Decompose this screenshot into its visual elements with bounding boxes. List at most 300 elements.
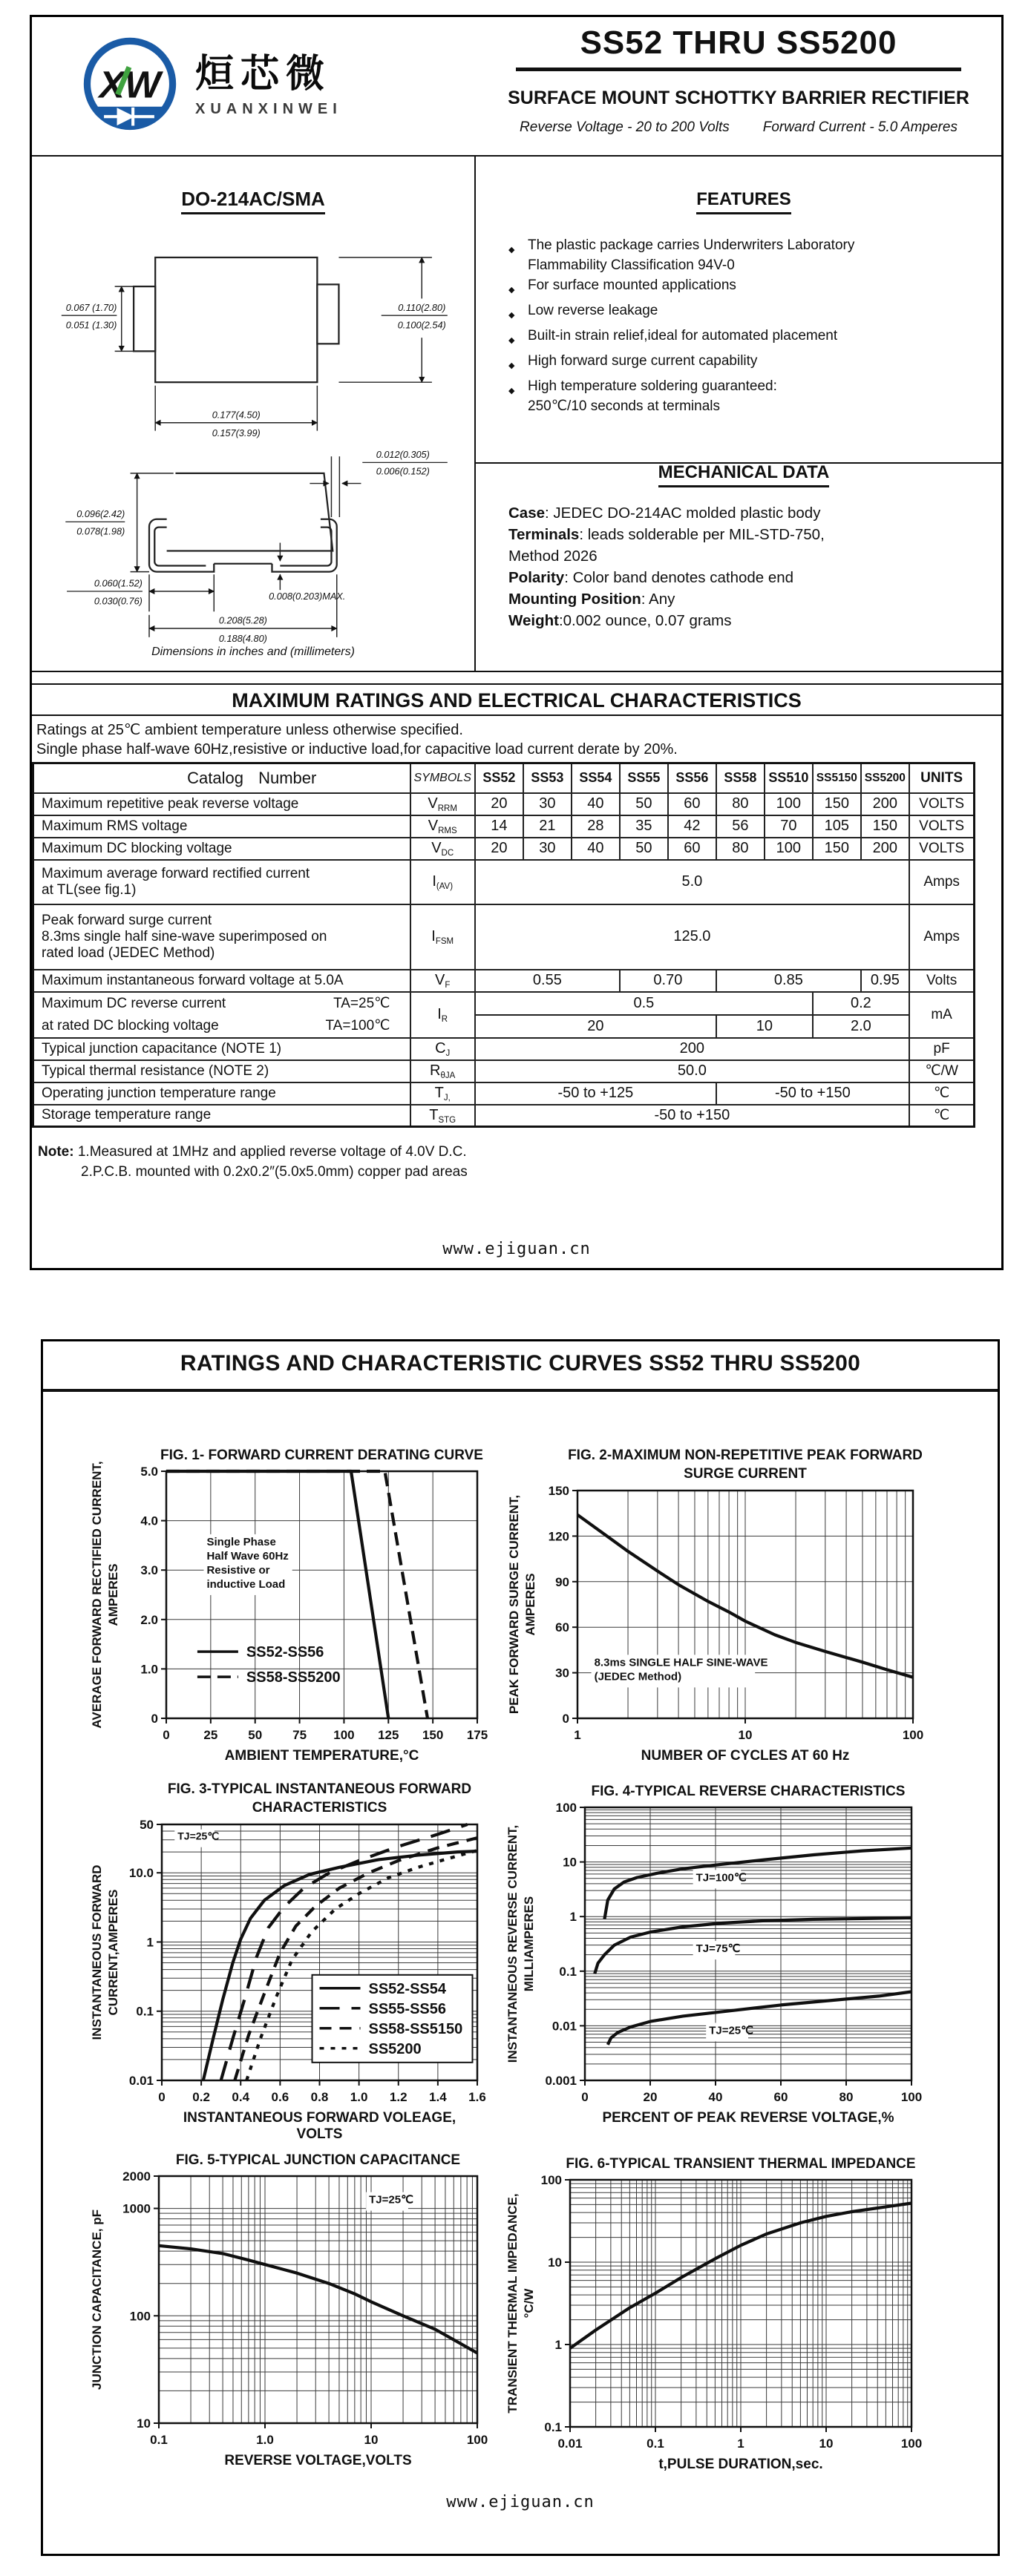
value-cell: 60 <box>668 793 716 815</box>
chart-text: 120 <box>548 1529 569 1544</box>
condition-line: Ratings at 25℃ ambient temperature unless otherwise specified. <box>36 722 463 738</box>
chart-text: 100 <box>129 2309 151 2324</box>
symbol-base: I <box>432 873 436 890</box>
value-cell: 21 <box>523 815 572 838</box>
value-cell: 70 <box>765 815 813 838</box>
row-label-line: Operating junction temperature range <box>42 1085 276 1101</box>
chart-text: 0 <box>581 2090 589 2104</box>
chart-text: 100 <box>900 2437 923 2451</box>
chart-text: 0.01 <box>557 2437 583 2451</box>
logo-mark-icon <box>75 30 185 140</box>
dim-lead-thickness-top: 0.012(0.305) <box>376 449 430 460</box>
mechanical-label: Polarity <box>508 569 565 586</box>
chart-text: AMBIENT TEMPERATURE,°C <box>224 1748 419 1764</box>
unit-cell: ℃ <box>909 1082 975 1105</box>
row-label-line: Storage temperature range <box>42 1107 212 1123</box>
fig6-chart <box>502 2150 925 2480</box>
value-cell: 50 <box>620 793 668 815</box>
unit-cell: ℃ <box>909 1105 975 1127</box>
bullet-icon: ◆ <box>508 387 515 395</box>
label-condition: TA=100℃ <box>325 1017 390 1034</box>
mechanical-line: Terminals: leads solderable per MIL-STD-750, <box>508 526 825 543</box>
chart-text: 4.0 <box>140 1514 158 1528</box>
chart-text: t,PULSE DURATION,sec. <box>658 2457 823 2472</box>
mechanical-line: Polarity: Color band denotes cathode end <box>508 569 794 586</box>
chart-text: 25 <box>203 1728 218 1742</box>
chart-text: 80 <box>839 2090 854 2104</box>
symbol-subscript: STG <box>438 1115 456 1125</box>
chart-text: 8.3ms SINGLE HALF SINE-WAVE <box>594 1656 768 1669</box>
table-row <box>33 1082 975 1105</box>
chart-text: SS58-SS5200 <box>246 1669 341 1686</box>
row-label-line: Typical thermal resistance (NOTE 2) <box>42 1062 269 1079</box>
row-label-line <box>42 1015 407 1037</box>
value-cell: 14 <box>475 815 523 838</box>
symbol-base: V <box>428 818 439 834</box>
symbol-cell <box>410 860 475 904</box>
chart-text: 50 <box>140 1818 154 1832</box>
feature-line: Built-in strain relief,ideal for automated placement <box>528 328 838 344</box>
table-row <box>33 815 975 838</box>
mechanical-line: Mounting Position: Any <box>508 591 675 608</box>
datasheet-page-2 <box>41 1339 1000 2556</box>
value-cell: 10 <box>716 1015 813 1038</box>
bullet-icon: ◆ <box>508 286 515 295</box>
chart-text: 0.01 <box>128 2074 154 2088</box>
value-cell: 50.0 <box>475 1060 909 1082</box>
column-header: Catalog Number <box>33 763 410 793</box>
fig6-transient-thermal-impedance <box>502 2150 925 2484</box>
package-drawing-panel <box>32 157 476 671</box>
feature-line: 250℃/10 seconds at terminals <box>528 398 720 414</box>
feature-text <box>528 326 837 351</box>
symbol-subscript: FSM <box>435 937 454 946</box>
title-underline <box>516 68 961 71</box>
series-TJ=75℃ <box>595 1918 911 1974</box>
row-label <box>33 970 410 992</box>
chart-text: 2000 <box>122 2169 151 2184</box>
unit-cell: Amps <box>909 904 975 970</box>
chart-text: 0 <box>158 2090 166 2104</box>
symbol-cell <box>410 904 475 970</box>
table-row <box>33 904 975 970</box>
fig4-chart <box>502 1778 925 2134</box>
chart-text: 150 <box>548 1484 569 1498</box>
part-number-title: SS52 THRU SS5200 <box>580 24 897 61</box>
chart-text: 100 <box>555 1801 577 1815</box>
chart-text: 10 <box>364 2433 379 2447</box>
mechanical-label: Weight <box>508 612 559 629</box>
value-cell: 56 <box>716 815 765 838</box>
chart-text: 60 <box>555 1620 569 1635</box>
note-2: 2.P.C.B. mounted with 0.2x0.2″(5.0x5.0mm) copper pad areas <box>81 1164 468 1180</box>
feature-item <box>508 326 979 351</box>
mechanical-label: Terminals <box>508 526 580 543</box>
note-title: Note: <box>38 1144 74 1160</box>
chart-text: 0.1 <box>559 1964 577 1979</box>
logo <box>75 30 342 140</box>
package-outline-drawing <box>57 220 449 651</box>
fig5-typical-junction-capacitance <box>86 2146 491 2480</box>
chart-text: 10 <box>819 2437 834 2451</box>
mechanical-heading: MECHANICAL DATA <box>508 462 979 483</box>
feature-item <box>508 376 979 416</box>
chart-text: 0 <box>562 1712 569 1726</box>
value-cell: 50 <box>620 838 668 860</box>
chart-text: 1.0 <box>140 1662 158 1677</box>
value-cell: 20 <box>475 1015 716 1038</box>
value-cell: 105 <box>813 815 861 838</box>
symbol-subscript: (AV) <box>436 882 454 891</box>
chart-text: FIG. 3-TYPICAL INSTANTANEOUS FORWARD <box>167 1781 472 1797</box>
chart-text: AMPERES <box>106 1563 120 1626</box>
chart-text: SS52-SS56 <box>246 1644 324 1661</box>
dim-side-height-bot: 0.078(1.98) <box>76 525 125 537</box>
symbol-base: T <box>434 1085 444 1101</box>
chart-text: 175 <box>466 1728 488 1742</box>
chart-text: FIG. 6-TYPICAL TRANSIENT THERMAL IMPEDANCE <box>566 2156 916 2172</box>
mechanical-label: Mounting Position <box>508 591 641 608</box>
header <box>32 17 1001 157</box>
chart-text: PERCENT OF PEAK REVERSE VOLTAGE,% <box>602 2110 894 2126</box>
table-row <box>33 992 975 1015</box>
table-row <box>33 860 975 904</box>
symbol-cell <box>410 970 475 992</box>
row-label-line: Maximum RMS voltage <box>42 818 188 834</box>
condition-line: Single phase half-wave 60Hz,resistive or inductive load,for capacitive load current derate by 20%. <box>36 741 678 758</box>
unit-cell: mA <box>909 992 975 1038</box>
symbol-subscript: θJA <box>440 1071 456 1080</box>
chart-text: SS52-SS54 <box>368 1980 447 1997</box>
chart-text: 100 <box>333 1728 355 1742</box>
logo-monogram: XW <box>99 62 161 106</box>
chart-text: AMPERES <box>523 1573 537 1636</box>
row-label <box>33 1082 410 1105</box>
column-header: SS58 <box>716 763 765 793</box>
chart-text: 90 <box>555 1574 569 1589</box>
package-name: DO-214AC/SMA <box>32 188 474 211</box>
feature-item <box>508 235 979 275</box>
dim-overall-width-top: 0.208(5.28) <box>218 614 267 626</box>
chart-text: FIG. 1- FORWARD CURRENT DERATING CURVE <box>160 1448 483 1463</box>
chart-text: 0.1 <box>647 2437 664 2451</box>
chart-text: 75 <box>292 1728 307 1742</box>
ratings-table-container <box>32 762 975 1128</box>
column-header: SS55 <box>620 763 668 793</box>
row-label <box>33 1038 410 1060</box>
value-cell: 0.85 <box>716 970 861 992</box>
chart-text: 0.01 <box>551 2019 577 2034</box>
chart-text: TJ=25℃ <box>369 2193 413 2207</box>
row-label <box>33 838 410 860</box>
chart-text: JUNCTION CAPACITANCE, pF <box>90 2209 104 2391</box>
value-cell: 0.95 <box>861 970 909 992</box>
value-cell: 2.0 <box>813 1015 909 1038</box>
mechanical-line: Method 2026 <box>508 548 598 565</box>
column-header: SS5150 <box>813 763 861 793</box>
tagline <box>486 119 991 136</box>
table-row <box>33 1038 975 1060</box>
chart-text: 10 <box>548 2255 562 2270</box>
unit-cell: pF <box>909 1038 975 1060</box>
dim-body-height-top: 0.110(2.80) <box>398 301 446 313</box>
mechanical-line: Weight:0.002 ounce, 0.07 grams <box>508 612 732 629</box>
tagline-reverse-voltage: Reverse Voltage - 20 to 200 Volts <box>520 119 730 135</box>
mechanical-data <box>508 502 979 631</box>
chart-text: Single Phase <box>206 1535 276 1548</box>
label-text: at rated DC blocking voltage <box>42 1017 219 1034</box>
table-row <box>33 1105 975 1127</box>
value-cell: 30 <box>523 838 572 860</box>
table-row <box>33 970 975 992</box>
chart-text: 0.4 <box>232 2090 250 2104</box>
fig2-peak-forward-surge-current <box>503 1442 926 1775</box>
symbol-subscript: DC <box>441 849 454 858</box>
chart-text: TRANSIENT THERMAL IMPEDANCE, <box>505 2193 520 2414</box>
bullet-icon: ◆ <box>508 361 515 370</box>
value-cell: 30 <box>523 793 572 815</box>
chart-text: 0.001 <box>545 2074 577 2088</box>
chart-text: 100 <box>900 2090 923 2104</box>
symbol-subscript: F <box>445 981 451 990</box>
unit-cell: ℃/W <box>909 1060 975 1082</box>
unit-cell: Volts <box>909 970 975 992</box>
ratings-banner: MAXIMUM RATINGS AND ELECTRICAL CHARACTERISTICS <box>32 683 1001 716</box>
chart-text: 1 <box>554 2338 562 2352</box>
chart-text: TJ=100℃ <box>695 1871 747 1885</box>
value-cell: 0.70 <box>620 970 716 992</box>
unit-cell: Amps <box>909 860 975 904</box>
subtitle: SURFACE MOUNT SCHOTTKY BARRIER RECTIFIER <box>508 88 969 108</box>
dim-tab-height-top: 0.067 (1.70) <box>65 301 117 313</box>
symbol-base: V <box>431 840 442 856</box>
symbol-cell <box>410 793 475 815</box>
value-cell: 200 <box>861 793 909 815</box>
chart-text: 40 <box>708 2090 723 2104</box>
row-label-line <box>42 993 407 1015</box>
row-label <box>33 904 410 970</box>
features-heading: FEATURES <box>508 189 979 210</box>
chart-text: 50 <box>248 1728 263 1742</box>
package-caption: Dimensions in inches and (millimeters) <box>151 645 355 658</box>
value-cell: 150 <box>813 838 861 860</box>
symbol-base: I <box>431 928 436 944</box>
chart-text: 0.6 <box>271 2090 289 2104</box>
value-cell: 40 <box>572 793 620 815</box>
row-label <box>33 992 410 1038</box>
chart-text: 1 <box>737 2437 744 2451</box>
chart-text: VOLTS <box>296 2126 343 2142</box>
chart-text: 0.1 <box>544 2420 562 2434</box>
row-label-line: 8.3ms single half sine-wave superimposed on <box>42 928 327 944</box>
chart-text: TJ=25℃ <box>177 1830 220 1842</box>
dim-body-height-bot: 0.100(2.54) <box>397 319 446 331</box>
chart-text: 30 <box>555 1666 569 1680</box>
feature-line: For surface mounted applications <box>528 277 736 293</box>
fig2-chart <box>503 1442 926 1772</box>
datasheet-page-1 <box>30 15 1004 1270</box>
chart-text: NUMBER OF CYCLES AT 60 Hz <box>641 1748 850 1764</box>
table-row <box>33 1060 975 1082</box>
fig1-chart <box>86 1442 491 1772</box>
chart-text: REVERSE VOLTAGE,VOLTS <box>224 2453 412 2468</box>
value-cell: 200 <box>861 838 909 860</box>
unit-cell: VOLTS <box>909 815 975 838</box>
chart-text: 0.2 <box>192 2090 210 2104</box>
chart-text: inductive Load <box>206 1577 286 1591</box>
symbol-base: R <box>430 1062 441 1079</box>
symbol-base: V <box>428 795 438 812</box>
chart-text: FIG. 5-TYPICAL JUNCTION CAPACITANCE <box>175 2152 461 2168</box>
ratings-table <box>32 762 975 1128</box>
value-cell: 0.55 <box>475 970 620 992</box>
value-cell: 60 <box>668 838 716 860</box>
chart-text: MILLIAMPERES <box>522 1896 536 1992</box>
row-label <box>33 1060 410 1082</box>
chart-text: 1.0 <box>256 2433 274 2447</box>
value-cell: 80 <box>716 793 765 815</box>
chart-text: 100 <box>466 2433 488 2447</box>
feature-line: The plastic package carries Underwriters Laboratory <box>528 237 855 253</box>
chart-text: 1 <box>146 1935 154 1950</box>
column-header: SS5200 <box>861 763 909 793</box>
row-label <box>33 1105 410 1127</box>
value-cell: -50 to +125 <box>475 1082 716 1105</box>
symbol-cell <box>410 1105 475 1127</box>
label-condition: TA=25℃ <box>333 995 390 1011</box>
feature-text <box>528 351 757 376</box>
chart-text: PEAK FORWARD SURGE CURRENT, <box>507 1494 521 1715</box>
row-label-line: Maximum repetitive peak reverse voltage <box>42 795 299 812</box>
fig3-chart <box>86 1775 491 2150</box>
symbol-subscript: J <box>445 1049 451 1058</box>
features-panel <box>476 157 1001 671</box>
ratings-conditions <box>36 720 678 759</box>
row-label <box>33 793 410 815</box>
row-label-line: Typical junction capacitance (NOTE 1) <box>42 1040 282 1057</box>
chart-text: 10.0 <box>128 1866 154 1881</box>
chart-text: 1000 <box>122 2201 151 2216</box>
row-label-line: Maximum average forward rectified current <box>42 865 310 881</box>
symbol-base: T <box>429 1106 439 1123</box>
chart-text: INSTANTANEOUS REVERSE CURRENT, <box>505 1824 520 2063</box>
value-cell: 125.0 <box>475 904 909 970</box>
chart-text: SS55-SS56 <box>368 2000 447 2017</box>
value-cell: 0.2 <box>813 992 909 1015</box>
table-row <box>33 838 975 860</box>
chart-text: 2.0 <box>140 1612 158 1627</box>
chart-text: 100 <box>902 1728 924 1742</box>
chart-text: TJ=25℃ <box>709 2024 753 2037</box>
row-label-line: Maximum DC blocking voltage <box>42 840 232 856</box>
feature-text <box>528 376 777 416</box>
feature-line: Low reverse leakage <box>528 303 658 318</box>
value-cell: 100 <box>765 793 813 815</box>
fig3-instantaneous-forward-characteristics <box>86 1775 491 2154</box>
feature-item <box>508 275 979 300</box>
value-cell: 80 <box>716 838 765 860</box>
symbol-cell <box>410 838 475 860</box>
chart-text: SS5200 <box>368 2040 422 2057</box>
symbol-subscript: RRM <box>437 804 457 813</box>
row-label-line: Maximum instantaneous forward voltage at 5.0A <box>42 972 344 988</box>
chart-text: AVERAGE FORWARD RECTIFIED CURRENT, <box>90 1461 104 1729</box>
column-header: SS54 <box>572 763 620 793</box>
chart-text: 0 <box>151 1712 158 1726</box>
chart-text: 1.6 <box>468 2090 486 2104</box>
chart-text: 60 <box>773 2090 788 2104</box>
fig5-chart <box>86 2146 491 2477</box>
row-label-line: at TL(see fig.1) <box>42 881 137 898</box>
value-cell: 150 <box>813 793 861 815</box>
symbol-base: I <box>437 1006 442 1022</box>
features-list <box>508 235 979 416</box>
chart-text: °C/W <box>522 2288 536 2319</box>
chart-text: 10 <box>137 2416 151 2431</box>
table-header-row <box>33 763 975 793</box>
feature-line: Flammability Classification 94V-0 <box>528 257 735 273</box>
dim-body-width-top: 0.177(4.50) <box>212 409 261 421</box>
symbol-subscript: J, <box>443 1094 451 1103</box>
unit-cell: VOLTS <box>909 793 975 815</box>
dim-lead-thickness-bot: 0.006(0.152) <box>376 465 430 477</box>
symbol-base: V <box>434 972 445 988</box>
column-header: SS56 <box>668 763 716 793</box>
mechanical-line: Case: JEDEC DO-214AC molded plastic body <box>508 505 821 522</box>
bullet-icon: ◆ <box>508 311 515 320</box>
value-cell: 42 <box>668 815 716 838</box>
symbol-cell <box>410 1082 475 1105</box>
fig1-forward-current-derating-curve <box>86 1442 491 1775</box>
value-cell: 40 <box>572 838 620 860</box>
chart-text: Resistive or <box>206 1563 270 1577</box>
section-divider <box>476 462 1001 464</box>
website-footer: www.ejiguan.cn <box>442 1240 591 1258</box>
feature-line: High forward surge current capability <box>528 353 758 369</box>
row-label-line: Peak forward surge current <box>42 912 212 928</box>
value-cell: -50 to +150 <box>475 1105 909 1127</box>
column-header: SYMBOLS <box>410 763 475 793</box>
label-text: Maximum DC reverse current <box>42 995 226 1011</box>
tagline-forward-current: Forward Current - 5.0 Amperes <box>762 119 958 135</box>
chart-text: INSTANTANEOUS FORWARD VOLEAGE, <box>183 2110 456 2126</box>
dim-foot-length-bot: 0.030(0.76) <box>94 595 143 607</box>
chart-text: 100 <box>540 2173 562 2187</box>
company-name-cn: 烜芯微 <box>195 53 332 96</box>
value-cell: 5.0 <box>475 860 909 904</box>
column-header: SS510 <box>765 763 813 793</box>
symbol-subscript: RMS <box>438 827 457 835</box>
chart-text: 0.8 <box>310 2090 329 2104</box>
table-row <box>33 793 975 815</box>
column-header: SS53 <box>523 763 572 793</box>
chart-text: 1.4 <box>429 2090 447 2104</box>
bullet-icon: ◆ <box>508 336 515 345</box>
chart-text: TJ=75℃ <box>695 1942 741 1956</box>
series-Cj <box>159 2246 477 2353</box>
row-label <box>33 860 410 904</box>
dim-side-height-top: 0.096(2.42) <box>76 508 125 519</box>
chart-text: CHARACTERISTICS <box>252 1800 387 1816</box>
column-header: SS52 <box>475 763 523 793</box>
chart-text: 1 <box>569 1910 577 1925</box>
curves-heading: RATINGS AND CHARACTERISTIC CURVES SS52 THRU SS5200 <box>43 1341 998 1392</box>
value-cell: 20 <box>475 838 523 860</box>
feature-item <box>508 300 979 326</box>
symbol-cell <box>410 992 475 1038</box>
website-footer: www.ejiguan.cn <box>446 2493 595 2511</box>
chart-text: INSTANTANEOUS FORWARD <box>90 1864 104 2040</box>
